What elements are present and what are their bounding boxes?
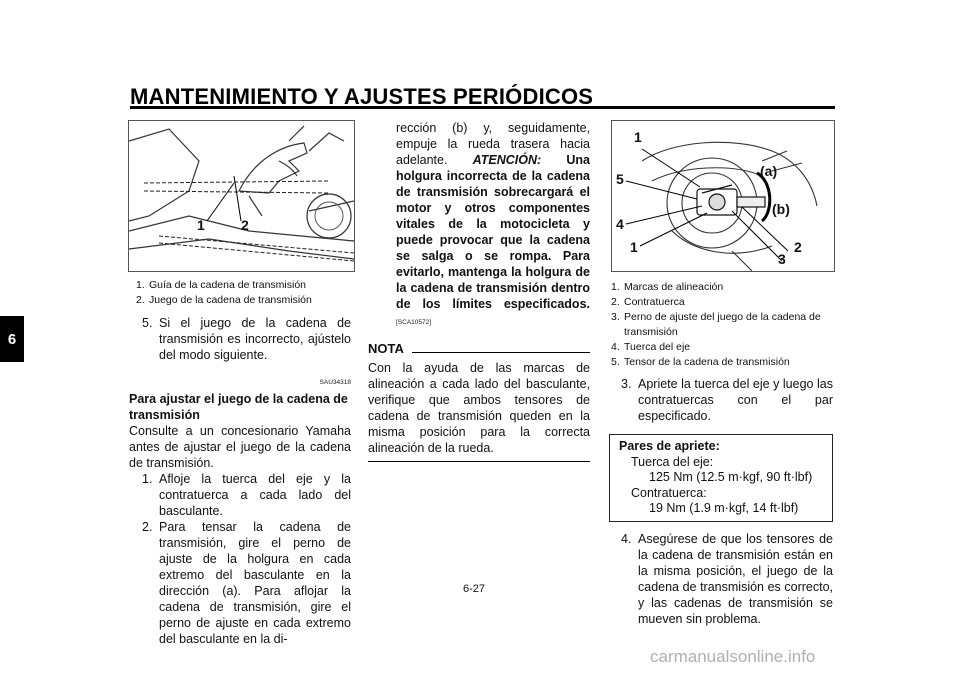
caption-item: 1. Guía de la cadena de transmisión xyxy=(136,279,307,291)
spec-heading: Pares de apriete: xyxy=(619,439,720,453)
caption-item: 4. Tuerca del eje xyxy=(611,341,691,353)
attention-text: Una holgura incorrecta de la cadena de transmisión sobrecargará el motor y otros componentes vitales de la motocicleta y puede provocar que la cadena se salga o se rompa. Para evitarlo, mantenga la holgura de la cadena de transmisión dentro de los límites especificados. xyxy=(396,153,590,311)
reference-code: SAU34318 xyxy=(319,379,351,386)
chain-slack-illustration xyxy=(128,120,355,272)
figure-right-label-1-top: 1 xyxy=(634,129,642,145)
figure-left-caption xyxy=(136,278,356,308)
figure-right-label-1-bottom: 1 xyxy=(630,239,638,255)
figure-left-label-2: 2 xyxy=(241,217,249,233)
caption-item: 3. Perno de ajuste del juego de la cadena de transmisión xyxy=(611,311,821,338)
caption-item: 2. Juego de la cadena de transmisión xyxy=(136,294,312,306)
figure-right-label-b: (b) xyxy=(772,201,790,217)
step-2: 2. Para tensar la cadena de transmisión, gire el perno de ajuste de la holgura en cada extremo del basculante en la dirección (a). Para aflojar la cadena de transmisión, gire el perno de ajuste en cada extremo del basculante en la di- xyxy=(142,520,351,646)
step-2-continuation: rección (b) y, seguidamente, empuje la rueda trasera hacia adelante. ATENCIÓN: Una holgura incorrecta de la cadena de transmisión sobrecargará el motor y otros componentes vitales de la motocicleta y puede provocar que la cadena se salga o se rompa. Para evitarlo, mantenga la holgura de la cadena de transmisión dentro de los límites especificados.[SCA10572] xyxy=(396,121,590,326)
header-rule xyxy=(130,106,835,109)
torque-spec-box xyxy=(609,434,833,522)
page-title: MANTENIMIENTO Y AJUSTES PERIÓDICOS xyxy=(130,84,594,109)
step-1: 1. Afloje la tuerca del eje y la contratuerca a cada lado del basculante. xyxy=(142,472,351,518)
spec-item1-value: 125 Nm (12.5 m·kgf, 90 ft·lbf) xyxy=(649,470,813,484)
figure-right-label-2: 2 xyxy=(794,239,802,255)
figure-right-label-5: 5 xyxy=(616,171,624,187)
chain-adjuster-illustration xyxy=(611,120,835,272)
section-subheading: Para ajustar el juego de la cadena de transmisión xyxy=(129,392,348,422)
figure-right-label-3: 3 xyxy=(778,251,786,267)
attention-label: ATENCIÓN: xyxy=(472,153,542,167)
step-5: 5. Si el juego de la cadena de transmisión es incorrecto, ajústelo del modo siguiente. xyxy=(142,316,351,362)
column-1 xyxy=(129,315,351,647)
column-3 xyxy=(609,376,833,627)
attention-code: [SCA10572] xyxy=(396,319,432,326)
chain-slack-drawing xyxy=(129,121,354,271)
spec-item1-label: Tuerca del eje: xyxy=(631,454,714,469)
nota-heading: NOTA xyxy=(368,341,590,357)
section-tab: 6 xyxy=(0,316,24,362)
spec-item2-label: Contratuerca: xyxy=(631,485,707,500)
nota-text: Con la ayuda de las marcas de alineación a cada lado del basculante, verifique que ambos tensores de cadena de transmisión queden en la misma posición para la correcta alineación de la rueda. xyxy=(368,360,590,462)
page-number: 6-27 xyxy=(462,583,486,595)
caption-item: 1. Marcas de alineación xyxy=(611,281,724,293)
figure-left-label-1: 1 xyxy=(197,217,205,233)
figure-right-label-a: (a) xyxy=(760,163,778,179)
watermark: carmanualsonline.info xyxy=(650,647,816,666)
caption-item: 2. Contratuerca xyxy=(611,296,685,308)
step-3: 3. Apriete la tuerca del eje y luego las contratuercas con el par especificado. xyxy=(621,377,833,423)
column-2 xyxy=(368,120,590,462)
spec-item2-value: 19 Nm (1.9 m·kgf, 14 ft·lbf) xyxy=(649,501,799,515)
figure-right-label-4: 4 xyxy=(616,216,624,232)
figure-right-caption xyxy=(611,280,833,370)
intro-paragraph: Consulte a un concesionario Yamaha antes de ajustar el juego de la cadena de transmisión. xyxy=(129,424,351,470)
caption-item: 5. Tensor de la cadena de transmisión xyxy=(611,356,790,368)
step-4: 4. Asegúrese de que los tensores de la cadena de transmisión están en la misma posición, el juego de la cadena de transmisión es correcto, y las cadenas de transmisión se mueven sin problema. xyxy=(621,531,833,626)
